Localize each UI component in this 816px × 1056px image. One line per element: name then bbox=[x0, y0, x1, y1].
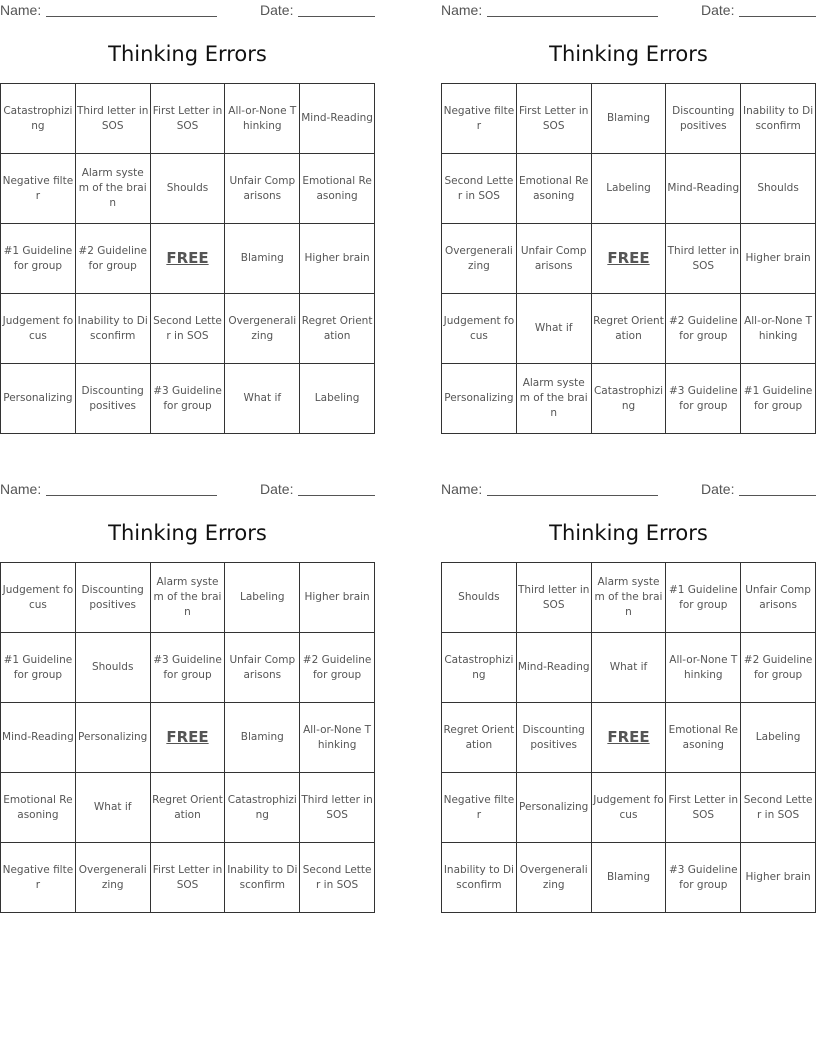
bingo-cell: Discounting positives bbox=[75, 364, 150, 434]
bingo-cell: Personalizing bbox=[516, 773, 591, 843]
bingo-cell: Third letter in SOS bbox=[516, 563, 591, 633]
grid-row bbox=[442, 703, 816, 773]
grid-row bbox=[1, 294, 375, 364]
name-line bbox=[46, 495, 217, 496]
name-line bbox=[487, 495, 658, 496]
name-label: Name: bbox=[0, 2, 42, 18]
bingo-cell: Higher brain bbox=[741, 224, 816, 294]
grid-row bbox=[442, 773, 816, 843]
date-line bbox=[739, 16, 816, 17]
bingo-cell: Labeling bbox=[591, 154, 666, 224]
free-cell: FREE bbox=[150, 703, 225, 773]
date-label: Date: bbox=[701, 481, 735, 497]
bingo-cell: #2 Guideline for group bbox=[75, 224, 150, 294]
bingo-cell: Personalizing bbox=[75, 703, 150, 773]
card-header bbox=[0, 479, 375, 499]
free-cell: FREE bbox=[591, 703, 666, 773]
bingo-cell: Catastrophizing bbox=[225, 773, 300, 843]
grid-row bbox=[442, 294, 816, 364]
bingo-cell: Inability to Disconfirm bbox=[75, 294, 150, 364]
name-label: Name: bbox=[0, 481, 42, 497]
bingo-cell: Blaming bbox=[591, 843, 666, 913]
date-label: Date: bbox=[260, 481, 294, 497]
card-title: Thinking Errors bbox=[108, 42, 267, 66]
bingo-cell: Regret Orientation bbox=[300, 294, 375, 364]
bingo-cell: Alarm system of the brain bbox=[75, 154, 150, 224]
bingo-cell: Unfair Comparisons bbox=[741, 563, 816, 633]
bingo-cell: First Letter in SOS bbox=[516, 84, 591, 154]
bingo-cell: #2 Guideline for group bbox=[741, 633, 816, 703]
bingo-card bbox=[441, 0, 816, 434]
card-title: Thinking Errors bbox=[549, 42, 708, 66]
bingo-card bbox=[0, 0, 375, 434]
bingo-cell: Discounting positives bbox=[666, 84, 741, 154]
bingo-cell: Emotional Reasoning bbox=[1, 773, 76, 843]
bingo-cell: Overgeneralizing bbox=[225, 294, 300, 364]
grid-row bbox=[442, 843, 816, 913]
bingo-cell: Labeling bbox=[225, 563, 300, 633]
card-header bbox=[441, 0, 816, 20]
bingo-cell: Catastrophizing bbox=[442, 633, 517, 703]
bingo-cell: All-or-None Thinking bbox=[300, 703, 375, 773]
bingo-cell: Mind-Reading bbox=[516, 633, 591, 703]
bingo-cell: Personalizing bbox=[442, 364, 517, 434]
bingo-cell: Regret Orientation bbox=[591, 294, 666, 364]
bingo-cell: #3 Guideline for group bbox=[666, 843, 741, 913]
card-header bbox=[0, 0, 375, 20]
bingo-cell: Mind-Reading bbox=[666, 154, 741, 224]
bingo-grid bbox=[441, 562, 816, 913]
bingo-cell: #2 Guideline for group bbox=[666, 294, 741, 364]
bingo-cell: Shoulds bbox=[150, 154, 225, 224]
bingo-cell: Personalizing bbox=[1, 364, 76, 434]
bingo-cell: Mind-Reading bbox=[1, 703, 76, 773]
bingo-cell: Overgeneralizing bbox=[516, 843, 591, 913]
bingo-cell: Mind-Reading bbox=[300, 84, 375, 154]
bingo-grid bbox=[0, 562, 375, 913]
bingo-cell: #1 Guideline for group bbox=[741, 364, 816, 434]
bingo-cell: Regret Orientation bbox=[442, 703, 517, 773]
bingo-cell: #1 Guideline for group bbox=[1, 224, 76, 294]
bingo-cell: #1 Guideline for group bbox=[1, 633, 76, 703]
bingo-cell: Emotional Reasoning bbox=[516, 154, 591, 224]
name-label: Name: bbox=[441, 481, 483, 497]
grid-row bbox=[442, 84, 816, 154]
name-line bbox=[46, 16, 217, 17]
bingo-cell: Overgeneralizing bbox=[442, 224, 517, 294]
bingo-cell: Catastrophizing bbox=[1, 84, 76, 154]
card-header bbox=[441, 479, 816, 499]
bingo-cell: First Letter in SOS bbox=[150, 84, 225, 154]
bingo-cell: Overgeneralizing bbox=[75, 843, 150, 913]
bingo-card bbox=[0, 479, 375, 913]
bingo-cell: All-or-None Thinking bbox=[741, 294, 816, 364]
grid-row bbox=[1, 633, 375, 703]
bingo-cell: Catastrophizing bbox=[591, 364, 666, 434]
bingo-cell: What if bbox=[75, 773, 150, 843]
bingo-cell: Discounting positives bbox=[516, 703, 591, 773]
grid-row bbox=[442, 633, 816, 703]
bingo-cell: #2 Guideline for group bbox=[300, 633, 375, 703]
bingo-cell: Judgement focus bbox=[1, 294, 76, 364]
bingo-cell: Alarm system of the brain bbox=[150, 563, 225, 633]
bingo-cell: Judgement focus bbox=[1, 563, 76, 633]
bingo-cell: Judgement focus bbox=[591, 773, 666, 843]
grid-row bbox=[1, 224, 375, 294]
bingo-cell: Discounting positives bbox=[75, 563, 150, 633]
bingo-cell: Second Letter in SOS bbox=[150, 294, 225, 364]
grid-row bbox=[1, 843, 375, 913]
bingo-cell: What if bbox=[591, 633, 666, 703]
bingo-grid bbox=[0, 83, 375, 434]
date-line bbox=[739, 495, 816, 496]
grid-row bbox=[1, 703, 375, 773]
name-line bbox=[487, 16, 658, 17]
bingo-cell: Negative filter bbox=[442, 84, 517, 154]
bingo-cell: Unfair Comparisons bbox=[516, 224, 591, 294]
bingo-cell: Shoulds bbox=[741, 154, 816, 224]
date-label: Date: bbox=[701, 2, 735, 18]
grid-row bbox=[442, 364, 816, 434]
bingo-cell: What if bbox=[516, 294, 591, 364]
bingo-cell: Unfair Comparisons bbox=[225, 154, 300, 224]
bingo-cell: Negative filter bbox=[442, 773, 517, 843]
bingo-cell: Inability to Disconfirm bbox=[442, 843, 517, 913]
bingo-cell: Second Letter in SOS bbox=[442, 154, 517, 224]
bingo-cell: Second Letter in SOS bbox=[300, 843, 375, 913]
grid-row bbox=[442, 154, 816, 224]
name-label: Name: bbox=[441, 2, 483, 18]
date-line bbox=[298, 16, 375, 17]
bingo-cell: Alarm system of the brain bbox=[591, 563, 666, 633]
bingo-cell: #3 Guideline for group bbox=[150, 633, 225, 703]
bingo-cell: Labeling bbox=[741, 703, 816, 773]
bingo-cell: Negative filter bbox=[1, 154, 76, 224]
bingo-cell: All-or-None Thinking bbox=[225, 84, 300, 154]
bingo-cell: Alarm system of the brain bbox=[516, 364, 591, 434]
grid-row bbox=[1, 154, 375, 224]
bingo-cell: Third letter in SOS bbox=[75, 84, 150, 154]
bingo-cell: Blaming bbox=[225, 224, 300, 294]
bingo-cell: Third letter in SOS bbox=[666, 224, 741, 294]
bingo-cell: Higher brain bbox=[741, 843, 816, 913]
bingo-cell: Second Letter in SOS bbox=[741, 773, 816, 843]
bingo-cell: Blaming bbox=[225, 703, 300, 773]
grid-row bbox=[442, 563, 816, 633]
card-title: Thinking Errors bbox=[108, 521, 267, 545]
grid-row bbox=[1, 563, 375, 633]
bingo-grid bbox=[441, 83, 816, 434]
bingo-cell: Blaming bbox=[591, 84, 666, 154]
bingo-cell: First Letter in SOS bbox=[150, 843, 225, 913]
bingo-card bbox=[441, 479, 816, 913]
bingo-cell: Negative filter bbox=[1, 843, 76, 913]
bingo-cell: Third letter in SOS bbox=[300, 773, 375, 843]
grid-row bbox=[1, 84, 375, 154]
bingo-cell: Regret Orientation bbox=[150, 773, 225, 843]
bingo-cell: #3 Guideline for group bbox=[666, 364, 741, 434]
bingo-cell: Unfair Comparisons bbox=[225, 633, 300, 703]
free-cell: FREE bbox=[591, 224, 666, 294]
bingo-cell: #3 Guideline for group bbox=[150, 364, 225, 434]
bingo-cell: All-or-None Thinking bbox=[666, 633, 741, 703]
date-label: Date: bbox=[260, 2, 294, 18]
bingo-cell: Judgement focus bbox=[442, 294, 517, 364]
bingo-cell: Higher brain bbox=[300, 563, 375, 633]
bingo-cell: Labeling bbox=[300, 364, 375, 434]
bingo-cell: #1 Guideline for group bbox=[666, 563, 741, 633]
card-title: Thinking Errors bbox=[549, 521, 708, 545]
bingo-cell: Higher brain bbox=[300, 224, 375, 294]
free-cell: FREE bbox=[150, 224, 225, 294]
date-line bbox=[298, 495, 375, 496]
grid-row bbox=[1, 773, 375, 843]
bingo-cell: What if bbox=[225, 364, 300, 434]
grid-row bbox=[1, 364, 375, 434]
bingo-cell: Shoulds bbox=[442, 563, 517, 633]
bingo-cell: First Letter in SOS bbox=[666, 773, 741, 843]
bingo-cell: Inability to Disconfirm bbox=[741, 84, 816, 154]
bingo-cell: Shoulds bbox=[75, 633, 150, 703]
grid-row bbox=[442, 224, 816, 294]
bingo-cell: Inability to Disconfirm bbox=[225, 843, 300, 913]
bingo-cell: Emotional Reasoning bbox=[300, 154, 375, 224]
bingo-cell: Emotional Reasoning bbox=[666, 703, 741, 773]
